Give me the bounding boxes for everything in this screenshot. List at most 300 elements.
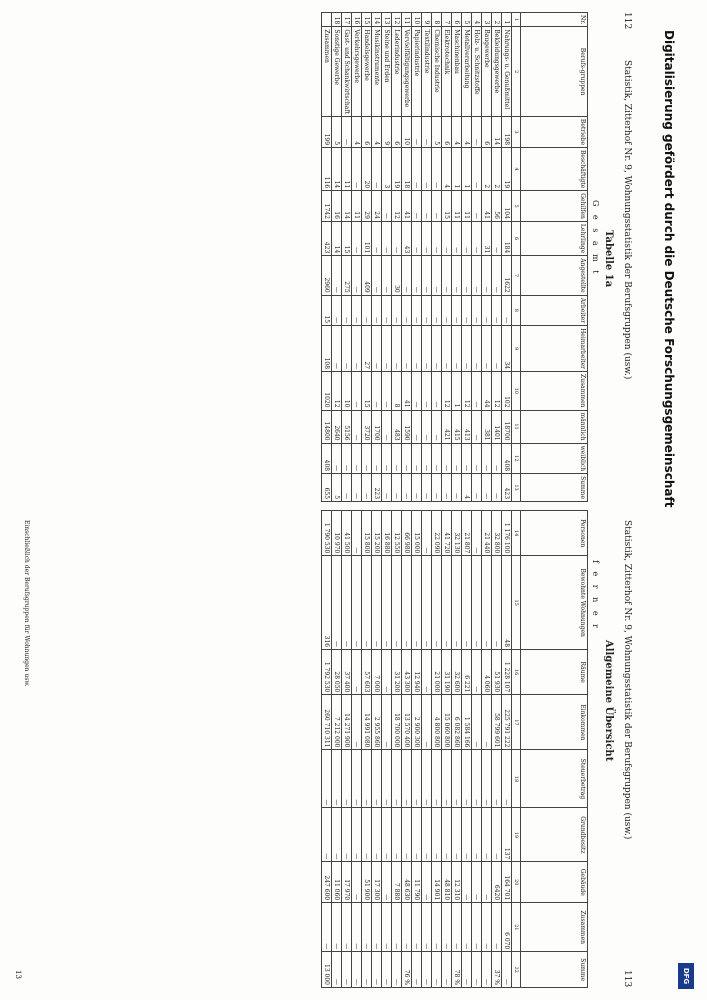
left-table-cell: — [372, 256, 382, 295]
right-table-row [382, 511, 392, 988]
right-column-number: 15 [512, 556, 521, 650]
left-table-cell: Vervielfältigungsgewerbe [402, 27, 412, 117]
right-table-cell: — [342, 808, 352, 862]
left-table-cell: — [472, 191, 482, 222]
left-table-row [502, 13, 512, 502]
left-table-cell: — [442, 326, 452, 372]
left-table-cell: — [352, 372, 362, 410]
left-table-cell: — [402, 256, 412, 295]
left-table-cell: 34 [502, 326, 512, 372]
right-table-row [392, 511, 402, 988]
right-table-body [322, 511, 512, 988]
left-table-cell: — [392, 295, 402, 325]
left-table-cell: — [472, 474, 482, 502]
left-column-number: 7 [512, 256, 521, 295]
left-table-cell: — [422, 221, 432, 255]
left-table-cell: — [432, 410, 442, 443]
left-table-cell: 3 [482, 13, 492, 27]
left-table-cell: Handelsgewerbe [362, 27, 372, 117]
left-table-cell: — [412, 474, 422, 502]
left-table-cell: — [342, 474, 352, 502]
right-table-cell: 2 955 860 [372, 695, 382, 750]
right-table-cell: — [382, 556, 392, 650]
left-table-cell: — [422, 256, 432, 295]
right-table-cell: — [362, 750, 372, 808]
left-table-cell: 27 [362, 326, 372, 372]
left-running-header: Statistik, Zitterhof Nr. 9, Wohnungsstatistik der Berufsgruppen (usw.) [622, 60, 632, 380]
left-table-cell: — [472, 326, 482, 372]
left-table-cell: — [472, 221, 482, 255]
left-table-cell: — [452, 295, 462, 325]
right-table-cell: 57 603 [362, 650, 372, 695]
right-column-number-row [512, 511, 521, 988]
left-table-row [432, 13, 442, 502]
left-table-cell: — [492, 474, 502, 502]
left-table-cell: 30 [392, 256, 402, 295]
left-table-cell: — [472, 148, 482, 191]
right-table-cell: — [422, 650, 432, 695]
left-table-cell: — [412, 372, 422, 410]
left-table-cell: — [382, 191, 392, 222]
left-table-cell: — [402, 326, 412, 372]
right-table-cell: — [402, 903, 412, 952]
right-table-cell: — [422, 750, 432, 808]
right-table-cell: 4 800 800 [432, 695, 442, 750]
right-table-cell: 11 790 [412, 862, 422, 903]
left-table-cell: — [472, 443, 482, 474]
left-table-title: Tabelle 1a [603, 230, 614, 288]
left-table-cell: — [472, 372, 482, 410]
left-table-cell: 19 [502, 148, 512, 191]
right-table-row [372, 511, 382, 988]
left-table-row [402, 13, 412, 502]
right-table-cell: — [332, 952, 342, 988]
left-header-cell: Heimarbeiter [521, 326, 588, 372]
digitization-margin-banner [650, 30, 690, 970]
left-table-body [322, 13, 512, 502]
left-header-cell: Arbeiter [521, 295, 588, 325]
right-table-cell: 14 901 [432, 862, 442, 903]
left-table-row [372, 13, 382, 502]
right-table-cell: — [342, 952, 352, 988]
right-table-cell: 6420 [492, 862, 502, 903]
right-table-cell: — [422, 695, 432, 750]
left-table-cell: 11 [342, 148, 352, 191]
left-table-row [452, 13, 462, 502]
right-table-cell: 48 [502, 556, 512, 650]
left-table-cell: 2 [492, 13, 502, 27]
left-table-cell: — [362, 443, 372, 474]
left-table-cell: — [422, 326, 432, 372]
left-table-cell: — [442, 256, 452, 295]
left-table-cell: — [402, 443, 412, 474]
left-table-cell: 43 [402, 221, 412, 255]
right-table-cell: — [382, 695, 392, 750]
left-column-number: 3 [512, 116, 521, 147]
left-table-cell: 10 [402, 116, 412, 147]
left-table-cell: 4 [462, 116, 472, 147]
left-table-cell: 12 [492, 372, 502, 410]
left-table-cell: 409 [362, 256, 372, 295]
left-table-cell: 14 [492, 116, 502, 147]
left-table-cell: — [342, 443, 352, 474]
left-column-number: 5 [512, 191, 521, 222]
left-table-cell: 6 [362, 116, 372, 147]
left-data-table [321, 12, 588, 502]
right-table-cell: 6 221 [462, 650, 472, 695]
left-table-cell: Chemische Industrie [432, 27, 442, 117]
right-table-cell: — [452, 808, 462, 862]
right-table-cell: — [462, 750, 472, 808]
right-table-cell: 31 200 [392, 650, 402, 695]
right-table-cell: — [342, 556, 352, 650]
left-table-cell: 44 [482, 372, 492, 410]
right-table-row [462, 511, 472, 988]
left-table-cell: Steine und Erden [382, 27, 392, 117]
left-table-cell: — [432, 372, 442, 410]
left-table-subtitle: G e s a m t [591, 200, 600, 277]
right-table-cell: — [322, 750, 332, 808]
left-header-cell: Beschäftigte [521, 148, 588, 191]
left-table-cell: Baugewerbe [482, 27, 492, 117]
right-table-cell: — [362, 903, 372, 952]
left-table-cell: — [392, 326, 402, 372]
right-table-cell: — [352, 511, 362, 556]
left-table-cell: 18 [332, 13, 342, 27]
left-table-cell: 16 [352, 13, 362, 27]
left-table-cell: 4 [472, 13, 482, 27]
right-table-row [412, 511, 422, 988]
left-table-cell: — [452, 474, 462, 502]
left-table-cell: 15 [362, 372, 372, 410]
right-table-cell: 15 000 [412, 511, 422, 556]
left-column-number: 9 [512, 326, 521, 372]
left-table-cell: Verkehrsgewerbe [352, 27, 362, 117]
right-header-cell: Summe [521, 952, 588, 988]
right-table-cell: — [412, 556, 422, 650]
left-table-row [352, 13, 362, 502]
left-table-cell: 5 [332, 474, 342, 502]
left-table-row [342, 13, 352, 502]
left-table-cell: — [492, 221, 502, 255]
left-table-cell: — [412, 221, 422, 255]
right-table-cell: 51 930 [492, 650, 502, 695]
right-header-cell: Räume [521, 650, 588, 695]
left-table-cell: Papierindustrie [412, 27, 422, 117]
left-table-cell: 5 [332, 116, 342, 147]
right-table-row [452, 511, 462, 988]
left-table-cell: — [432, 326, 442, 372]
left-table-cell: 1742 [322, 191, 332, 222]
left-table-cell: 1622 [502, 256, 512, 295]
right-table-cell: 21 807 [462, 511, 472, 556]
left-table-cell: 483 [392, 410, 402, 443]
right-table-cell: 225 791 222 [502, 695, 512, 750]
right-table-cell: 15 800 [362, 511, 372, 556]
left-table-cell: — [412, 326, 422, 372]
left-table-cell: — [472, 295, 482, 325]
left-header-cell: Lehrlinge [521, 221, 588, 255]
left-table-cell: — [502, 295, 512, 325]
left-table-cell: — [422, 443, 432, 474]
right-table-cell: 12 940 [412, 650, 422, 695]
right-table-cell: 51 900 [362, 862, 372, 903]
left-table-cell: 275 [342, 256, 352, 295]
left-table-cell: — [462, 443, 472, 474]
left-table-cell: — [372, 372, 382, 410]
left-table-cell: — [452, 443, 462, 474]
left-table-cell: Holz- u. Schnitzstoffe [472, 27, 482, 117]
left-table-cell: — [352, 256, 362, 295]
left-table-cell: — [462, 295, 472, 325]
right-header-cell: Einkommen [521, 695, 588, 750]
right-table-cell: 1 584 166 [462, 695, 472, 750]
left-table-cell: — [432, 148, 442, 191]
right-table-cell: — [362, 808, 372, 862]
left-table-cell: 24 [372, 191, 382, 222]
left-table-cell: 1020 [322, 372, 332, 410]
right-table-cell: — [412, 952, 422, 988]
right-table-cell: 37 400 [342, 650, 352, 695]
left-table-cell: 14 [342, 191, 352, 222]
left-table-cell: 10 [412, 13, 422, 27]
right-table-cell: 76 % [402, 952, 412, 988]
left-table-cell: — [442, 221, 452, 255]
left-table-cell: 104 [502, 191, 512, 222]
right-header-cell: Zusammen [521, 903, 588, 952]
right-total-row [322, 511, 332, 988]
right-table-cell: 137 [502, 808, 512, 862]
left-table-cell: — [362, 295, 372, 325]
left-table-cell: — [342, 326, 352, 372]
left-table-cell: — [372, 295, 382, 325]
right-table-cell: — [472, 862, 482, 903]
right-table-cell: — [352, 808, 362, 862]
left-table-cell: — [332, 443, 342, 474]
left-table-cell: 14800 [322, 410, 332, 443]
left-table-cell: — [482, 474, 492, 502]
left-table-cell: — [462, 326, 472, 372]
right-table-cell: — [452, 903, 462, 952]
left-table-cell: 1590 [402, 410, 412, 443]
right-table-cell: — [352, 750, 362, 808]
right-table-cell: 15 060 800 [442, 695, 452, 750]
right-table-cell: 13 000 [322, 952, 332, 988]
right-table-cell: — [492, 808, 502, 862]
right-table-cell: — [332, 903, 342, 952]
right-table-cell: — [442, 750, 452, 808]
left-table-cell: 6 [452, 13, 462, 27]
left-table-cell: 11 [462, 191, 472, 222]
left-table-cell: — [412, 148, 422, 191]
right-table-cell: — [352, 862, 362, 903]
right-table-cell: — [332, 556, 342, 650]
right-table-cell: — [332, 808, 342, 862]
right-column-number: 17 [512, 695, 521, 750]
left-table-cell: 15 [362, 13, 372, 27]
left-column-number-row [512, 13, 521, 502]
right-table-cell: — [452, 556, 462, 650]
right-table-cell: — [402, 750, 412, 808]
left-table-cell: — [492, 443, 502, 474]
left-table-cell: 1700 [372, 410, 382, 443]
left-table-cell: 5156 [342, 410, 352, 443]
left-table-cell: — [372, 148, 382, 191]
left-table-cell: 41 [402, 372, 412, 410]
right-column-number: 19 [512, 808, 521, 862]
dfg-logo: DFG [678, 963, 694, 989]
left-table-cell: Bekleidungsgewerbe [492, 27, 502, 117]
right-table-cell: 78 % [452, 952, 462, 988]
right-table-row [492, 511, 502, 988]
right-footer-page: 13 [14, 970, 22, 979]
left-table-cell: — [382, 410, 392, 443]
left-table-cell: 2 [492, 148, 502, 191]
left-table-cell: — [482, 256, 492, 295]
right-table-cell: — [472, 952, 482, 988]
right-table-cell: — [502, 750, 512, 808]
left-table-row [412, 13, 422, 502]
left-table-cell: 1401 [492, 410, 502, 443]
left-table-cell: Sonstige Gewerbe [332, 27, 342, 117]
right-table-cell: — [372, 808, 382, 862]
left-table-cell: 14 [372, 13, 382, 27]
left-table-row [442, 13, 452, 502]
right-table-cell: — [382, 750, 392, 808]
right-table-cell: 48 630 [402, 862, 412, 903]
left-table-cell: — [432, 295, 442, 325]
right-table-cell: — [382, 650, 392, 695]
right-table-cell: 260 710 311 [322, 695, 332, 750]
left-table-cell: 116 [322, 148, 332, 191]
left-table-cell: — [372, 221, 382, 255]
right-table-cell: — [382, 862, 392, 903]
right-table-cell: — [442, 808, 452, 862]
left-table-cell: 6 [392, 116, 402, 147]
left-table-cell: 4 [352, 116, 362, 147]
left-table-cell: — [412, 295, 422, 325]
right-table-cell: — [482, 862, 492, 903]
left-table-cell: — [382, 372, 392, 410]
left-table-cell: 20 [362, 148, 372, 191]
right-table-cell: 12 550 [392, 511, 402, 556]
left-header-cell: Berufs-gruppen [521, 27, 588, 117]
left-table-cell: — [422, 148, 432, 191]
left-table-row [492, 13, 502, 502]
left-table-cell: 8 [432, 13, 442, 27]
right-header-cell: Steuerbetrag [521, 750, 588, 808]
left-table-cell: — [412, 191, 422, 222]
left-page-number: 112 [622, 12, 632, 30]
right-table-cell: 12 310 [452, 862, 462, 903]
right-column-number: 18 [512, 750, 521, 808]
right-table-cell: — [342, 903, 352, 952]
left-table-cell: 4 [452, 116, 462, 147]
left-table-row [392, 13, 402, 502]
right-table-cell: — [352, 903, 362, 952]
right-table-cell: — [422, 808, 432, 862]
left-table-cell: — [442, 443, 452, 474]
left-table-cell: — [472, 256, 482, 295]
right-table-row [422, 511, 432, 988]
left-table-cell: 3 [382, 148, 392, 191]
right-table-row [332, 511, 342, 988]
left-table-cell: 423 [322, 221, 332, 255]
left-header-cell: männlich [521, 410, 588, 443]
right-table-cell: 1 176 100 [502, 511, 512, 556]
left-table-cell: — [482, 326, 492, 372]
right-table-cell: 16 880 [382, 511, 392, 556]
left-table-cell: — [402, 295, 412, 325]
right-table-cell: 2 900 300 [412, 695, 422, 750]
right-table-cell: — [472, 750, 482, 808]
left-table-cell: — [332, 295, 342, 325]
right-table-cell: — [492, 750, 502, 808]
left-table-cell: — [452, 256, 462, 295]
right-table-cell: 1 792 530 [322, 650, 332, 695]
left-table-row [362, 13, 372, 502]
left-table-cell: — [352, 326, 362, 372]
left-column-number: 11 [512, 410, 521, 443]
right-table-cell: — [472, 808, 482, 862]
left-table-cell: — [432, 191, 442, 222]
right-table-row [502, 511, 512, 988]
left-table-cell: — [472, 410, 482, 443]
left-header-cell: Nr. [521, 13, 588, 27]
left-table-cell: — [342, 295, 352, 325]
left-column-number: 6 [512, 221, 521, 255]
left-table-cell: Lederindustrie [392, 27, 402, 117]
left-column-number: 1 [512, 13, 521, 27]
left-table-cell: — [392, 443, 402, 474]
right-table-row [432, 511, 442, 988]
left-table-cell: — [432, 256, 442, 295]
left-table-cell: 3720 [362, 410, 372, 443]
left-table-cell: 5 [432, 116, 442, 147]
left-table-cell: 29 [362, 191, 372, 222]
left-table-cell: — [412, 443, 422, 474]
left-table-cell: — [492, 256, 502, 295]
left-table-cell: 408 [502, 443, 512, 474]
left-table-cell: 2640 [332, 410, 342, 443]
right-table-cell: — [402, 556, 412, 650]
right-table-cell: — [462, 808, 472, 862]
right-column-number: 16 [512, 650, 521, 695]
left-table-cell: 198 [502, 116, 512, 147]
right-table-cell: — [472, 556, 482, 650]
left-table-cell: 11 [452, 191, 462, 222]
right-page-number: 113 [622, 970, 632, 988]
left-table-cell: 18700 [502, 410, 512, 443]
right-table-cell: 22 090 [432, 511, 442, 556]
left-table-cell: 4 [462, 474, 472, 502]
left-table-cell: 11 [402, 13, 412, 27]
right-column-number: 22 [512, 952, 521, 988]
left-table-cell: — [352, 221, 362, 255]
left-table-cell: 102 [502, 372, 512, 410]
left-header-cell: Betriebe [521, 116, 588, 147]
left-table-cell: 6 [482, 116, 492, 147]
left-table-cell: 381 [482, 410, 492, 443]
left-table-cell: — [422, 116, 432, 147]
right-table-cell: — [372, 750, 382, 808]
left-table-cell: 12 [392, 13, 402, 27]
left-table-cell: — [462, 221, 472, 255]
left-total-row [322, 13, 332, 502]
left-table-cell: 2960 [322, 256, 332, 295]
right-table-cell: — [482, 903, 492, 952]
right-table-cell: — [332, 750, 342, 808]
